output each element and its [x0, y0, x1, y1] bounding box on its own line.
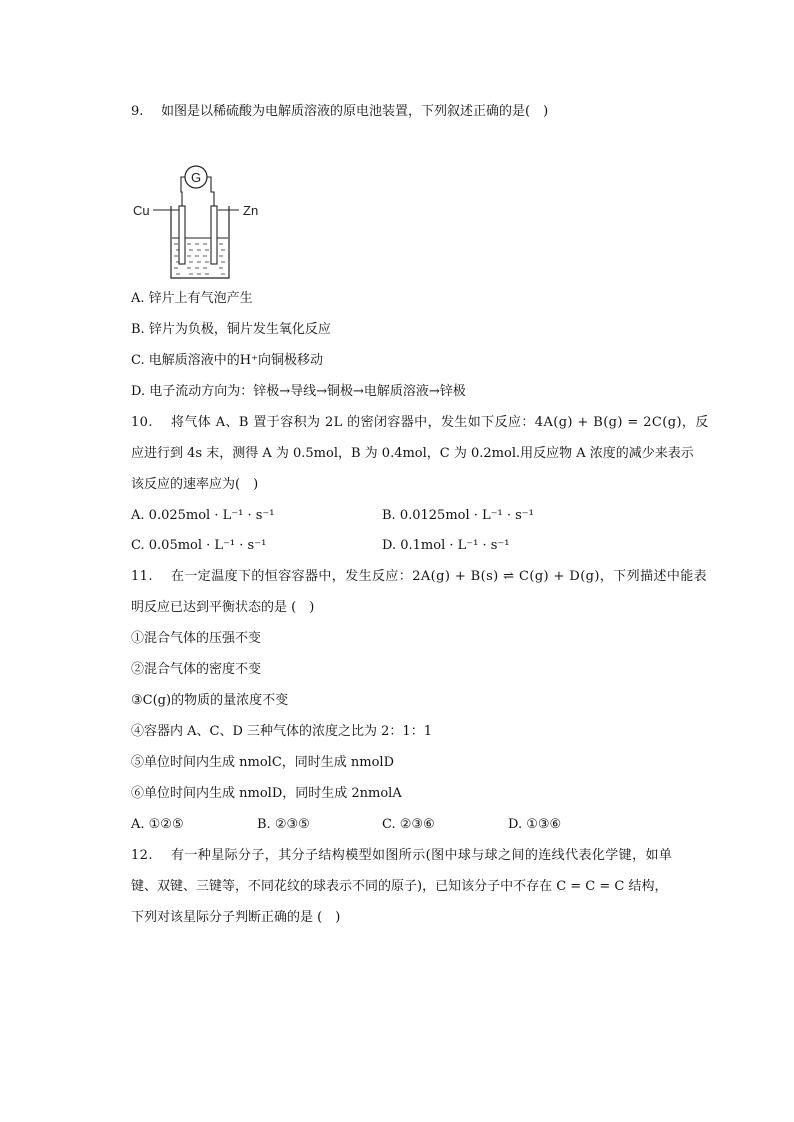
q12-line1	[131, 848, 672, 864]
q11-item-1: ①混合气体的压强不变	[131, 631, 262, 646]
q11-line2: 明反应已达到平衡状态的是 ( )	[131, 600, 315, 615]
q10-text1: 将气体 A、B 置于容积为 2L 的密闭容器中，发生如下反应：4A(g) + B(g) = 2C(g)，反	[171, 415, 709, 430]
q11-number: 11.	[131, 569, 153, 584]
q11-line1	[131, 569, 707, 585]
q11-item-4: ④容器内 A、C、D 三种气体的浓度之比为 2：1：1	[131, 724, 432, 739]
cu-label: Cu	[133, 203, 150, 218]
q9-option-b: B. 锌片为负极，铜片发生氧化反应	[131, 322, 331, 337]
q10-line2: 应进行到 4s 末，测得 A 为 0.5mol，B 为 0.4mol，C 为 0.2mol.用反应物 A 浓度的减少来表示	[131, 446, 694, 461]
q9-option-c: C. 电解质溶液中的H⁺向铜极移动	[131, 353, 323, 368]
q10-unit-a: mol · L⁻¹ · s⁻¹	[185, 508, 275, 523]
q10-unit-b: mol · L⁻¹ · s⁻¹	[445, 508, 534, 523]
q10-number: 10.	[131, 415, 153, 430]
q12-number: 12.	[131, 848, 153, 863]
q11-item-5: ⑤单位时间内生成 nmolC，同时生成 nmolD	[131, 755, 395, 770]
q10-line3: 该反应的速率应为( )	[131, 477, 259, 492]
q10-unit-d: mol · L⁻¹ · s⁻¹	[420, 538, 510, 553]
zn-electrode	[211, 206, 217, 264]
q11-item-6: ⑥单位时间内生成 nmolD，同时生成 2nmolA	[131, 786, 402, 801]
q11-option-a: A. ①②⑤	[131, 817, 184, 832]
q9-option-a: A. 锌片上有气泡产生	[131, 291, 253, 306]
q9-stem-line	[131, 104, 548, 120]
q10-line1	[131, 415, 709, 431]
q10-option-a: A. 0.025mol · L⁻¹ · s⁻¹	[131, 508, 275, 523]
cu-electrode	[179, 206, 185, 264]
q12-line2: 键、双键、三键等，不同花纹的球表示不同的原子)，已知该分子中不存在 C = C = C 结构，	[131, 879, 668, 894]
q10-option-b: B. 0.0125mol · L⁻¹ · s⁻¹	[382, 508, 534, 523]
q10-option-d: D. 0.1mol · L⁻¹ · s⁻¹	[382, 538, 510, 553]
q12-line3: 下列对该星际分子判断正确的是 ( )	[131, 910, 341, 925]
q10-unit-c: mol · L⁻¹ · s⁻¹	[177, 538, 267, 553]
q9-option-d: D. 电子流动方向为：锌极→导线→铜极→电解质溶液→锌极	[131, 384, 466, 399]
q11-text1: 在一定温度下的恒容容器中，发生反应：2A(g) + B(s) ⇌ C(g) + D(g)，下列描述中能表	[171, 569, 708, 584]
q11-option-c: C. ②③⑥	[382, 817, 435, 832]
zn-label: Zn	[243, 203, 259, 218]
galvanic-cell-diagram	[131, 158, 271, 283]
q9-stem: 如图是以稀硫酸为电解质溶液的原电池装置，下列叙述正确的是( )	[161, 104, 549, 119]
galvanometer-label: G	[190, 170, 202, 185]
wire-left	[181, 177, 185, 207]
q9-number: 9.	[131, 104, 144, 119]
q11-option-b: B. ②③⑤	[257, 817, 310, 832]
q11-item-3: ③C(g)的物质的量浓度不变	[131, 693, 289, 708]
q10-option-c: C. 0.05mol · L⁻¹ · s⁻¹	[131, 538, 267, 553]
q12-text1: 有一种星际分子，其分子结构模型如图所示(图中球与球之间的连线代表化学键，如单	[171, 848, 673, 863]
q11-option-d: D. ①③⑥	[508, 817, 562, 832]
wire-right	[207, 177, 214, 207]
q11-item-2: ②混合气体的密度不变	[131, 662, 262, 677]
